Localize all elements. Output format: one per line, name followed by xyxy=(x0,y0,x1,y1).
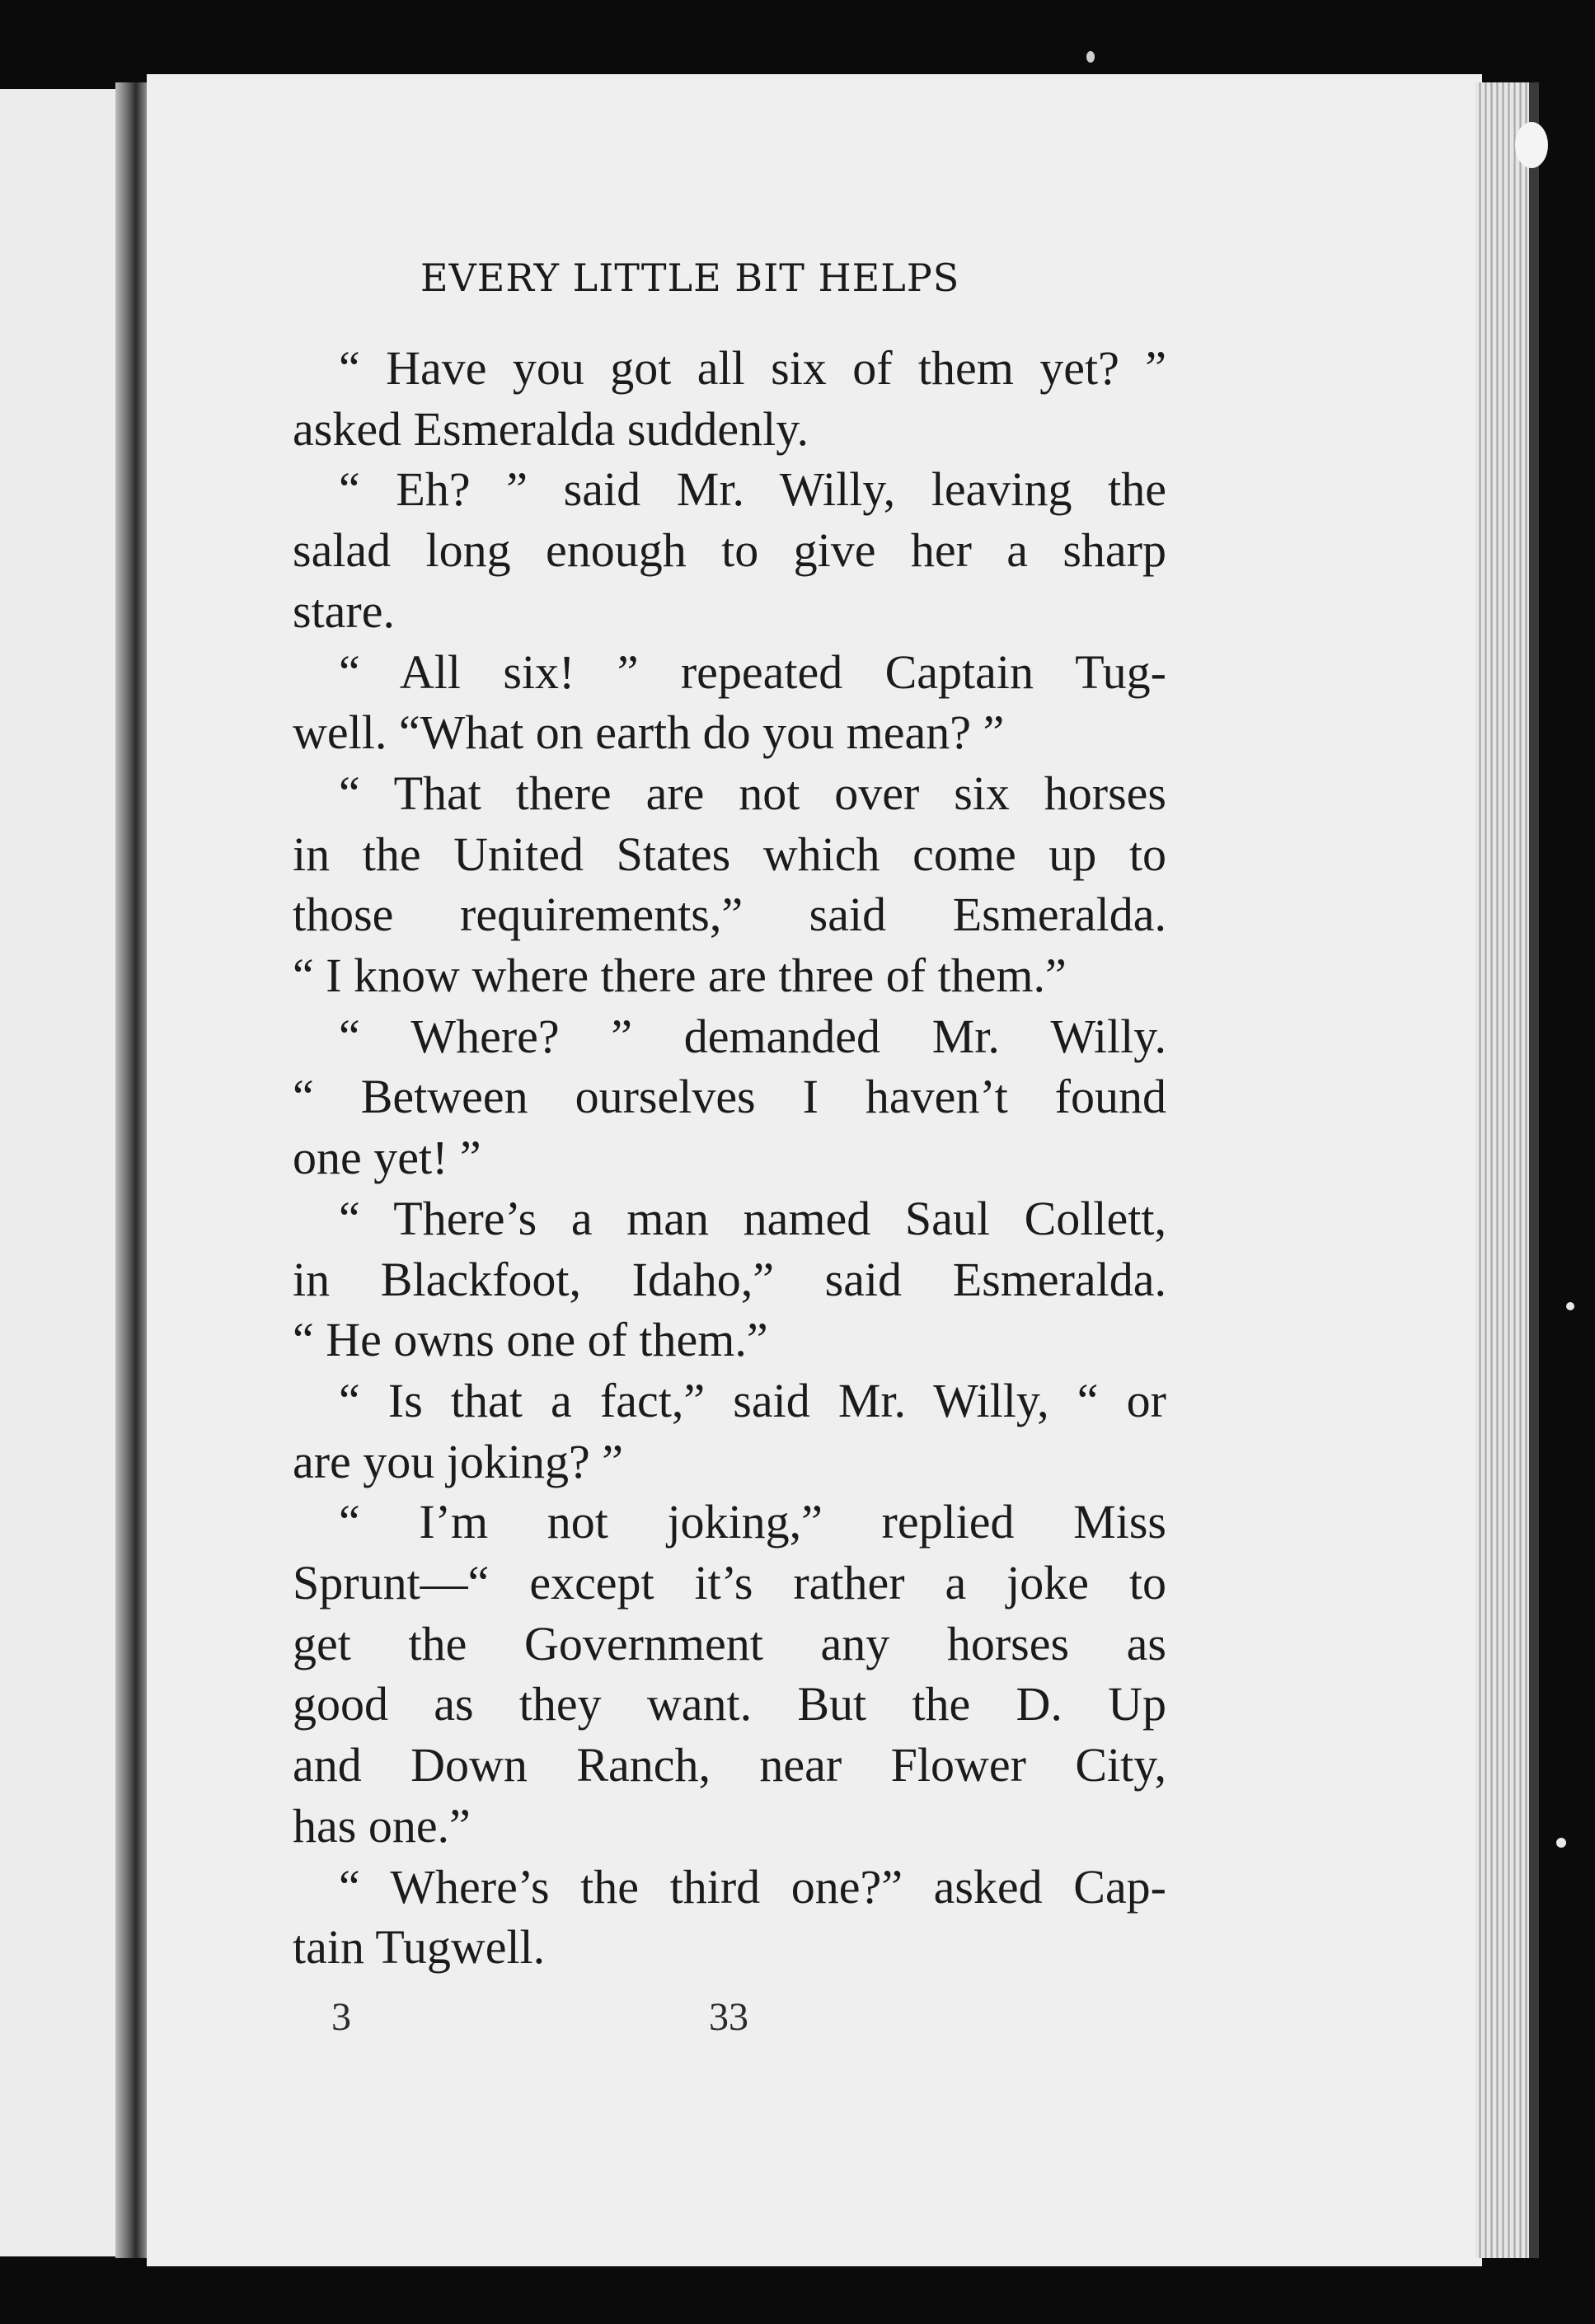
text-line: “ There’s a man named Saul Collett, xyxy=(339,1191,1166,1245)
text-line: are you joking? ” xyxy=(293,1434,624,1488)
text-line: and Down Ranch, near Flower City, xyxy=(293,1738,1166,1792)
text-line: “ All six! ” repeated Captain Tug- xyxy=(339,644,1166,699)
scan-speck xyxy=(1556,1838,1566,1848)
text-line: “ Where’s the third one?” asked Cap- xyxy=(339,1859,1166,1914)
text-line: “ Eh? ” said Mr. Willy, leaving the xyxy=(339,462,1166,517)
text-line: has one.” xyxy=(293,1798,471,1853)
text-line: one yet! ” xyxy=(293,1131,481,1185)
text-line: good as they want. But the D. Up xyxy=(293,1677,1166,1731)
scan-artifact xyxy=(1515,122,1548,168)
text-line: “ Have you got all six of them yet? ” xyxy=(339,341,1166,395)
text-line: well. “What on earth do you mean? ” xyxy=(293,705,1005,760)
scan-speck xyxy=(1566,1302,1574,1310)
text-line: “ Is that a fact,” said Mr. Willy, “ or xyxy=(339,1373,1166,1427)
text-line: “ I’m not joking,” replied Miss xyxy=(339,1495,1166,1549)
text-line: those requirements,” said Esmeralda. xyxy=(293,888,1166,942)
text-line: “ Between ourselves I haven’t found xyxy=(293,1070,1166,1124)
text-line: salad long enough to give her a sharp xyxy=(293,523,1166,578)
running-head: EVERY LITTLE BIT HELPS xyxy=(420,255,960,300)
page-edge-shadow xyxy=(1529,82,1539,2258)
page-edges xyxy=(1475,82,1533,2258)
body-text xyxy=(293,338,1166,1978)
page-number: 33 xyxy=(709,1995,748,2039)
text-line: “ He owns one of them.” xyxy=(293,1313,768,1367)
text-line: “ That there are not over six horses xyxy=(339,766,1166,820)
text-line: tain Tugwell. xyxy=(293,1920,546,1975)
text-line: asked Esmeralda suddenly. xyxy=(293,401,809,456)
text-line: Sprunt—“ except it’s rather a joke to xyxy=(293,1556,1166,1610)
signature-mark: 3 xyxy=(331,1995,351,2039)
text-line: get the Government any horses as xyxy=(293,1616,1166,1670)
text-line: stare. xyxy=(293,583,395,638)
text-line: in Blackfoot, Idaho,” said Esmeralda. xyxy=(293,1252,1166,1306)
text-line: “ I know where there are three of them.” xyxy=(293,949,1067,1003)
text-line: “ Where? ” demanded Mr. Willy. xyxy=(339,1009,1166,1063)
scan-speck xyxy=(1086,51,1095,63)
text-line: in the United States which come up to xyxy=(293,827,1166,881)
